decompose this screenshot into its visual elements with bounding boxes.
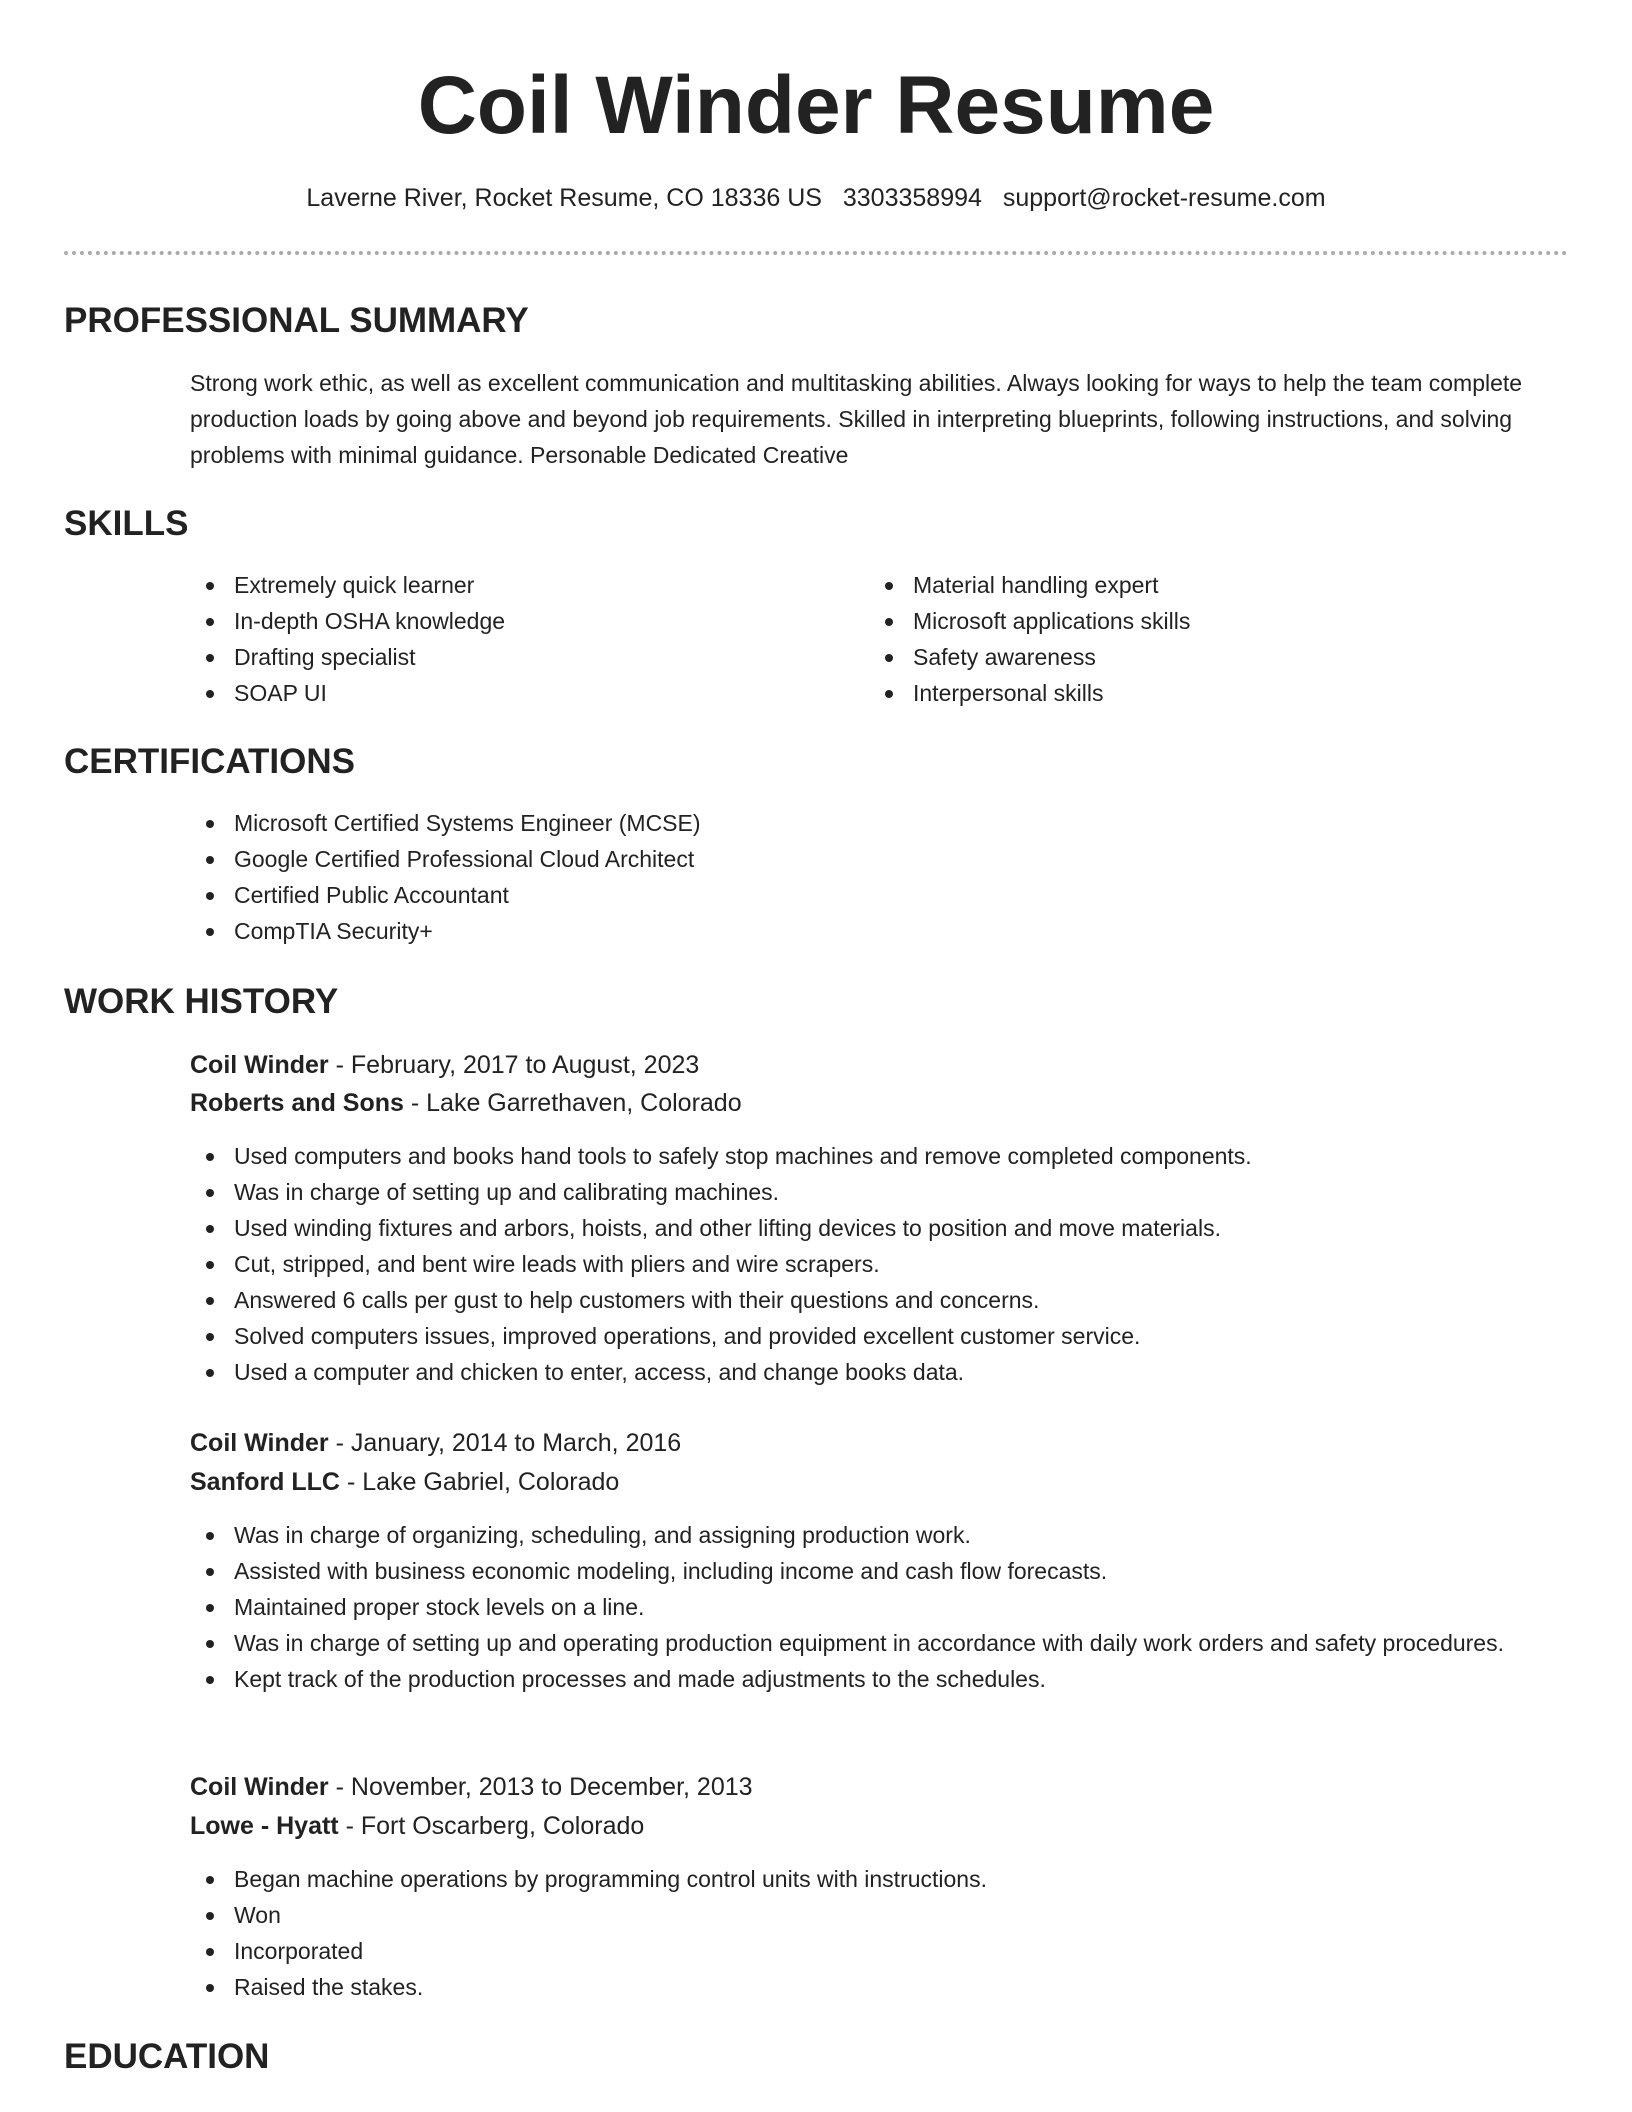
list-item: Won [190,1897,1550,1933]
list-item: Assisted with business economic modeling, including income and cash flow forecasts. [190,1553,1550,1589]
list-item: Kept track of the production processes and made adjustments to the schedules. [190,1661,1550,1697]
list-item: Google Certified Professional Cloud Architect [190,841,1490,877]
list-item: Certified Public Accountant [190,877,1490,913]
skills-list-right [869,567,1529,711]
summary-text: Strong work ethic, as well as excellent communication and multitasking abilities. Always looking for ways to help the team complete production loads by going above and beyond job requirements. Skilled in interpreting blueprints, following instructions, and solving problems with minimal guidance. Personable Dedicated Creative [190,370,1523,468]
job-title-line [190,1768,1570,1806]
job-location: - Fort Oscarberg, Colorado [338,1812,645,1840]
section-title-summary: PROFESSIONAL SUMMARY [64,301,529,340]
list-item: Was in charge of setting up and calibrating machines. [190,1174,1550,1210]
job-bullets [190,1861,1550,2005]
list-item: Maintained proper stock levels on a line. [190,1589,1550,1625]
job-location: - Lake Garrethaven, Colorado [403,1089,742,1117]
list-item: Cut, stripped, and bent wire leads with pliers and wire scrapers. [190,1246,1550,1282]
job-title: Coil Winder [190,1429,329,1457]
contact-phone: 3303358994 [842,184,982,212]
list-item: In-depth OSHA knowledge [190,603,850,639]
list-item: Incorporated [190,1933,1550,1969]
section-title-certifications: CERTIFICATIONS [64,742,356,781]
list-item: Interpersonal skills [869,675,1529,711]
job-dates: - November, 2013 to December, 2013 [328,1773,753,1801]
job-company-line [190,1084,1570,1122]
list-item: Used computers and books hand tools to safely stop machines and remove completed components. [190,1138,1550,1174]
list-item: Safety awareness [869,639,1529,675]
page-title: Coil Winder Resume [417,60,1215,151]
job-location: - Lake Gabriel, Colorado [340,1468,620,1496]
list-item: CompTIA Security+ [190,913,1490,949]
list-item: Raised the stakes. [190,1969,1550,2005]
job-bullets [190,1138,1550,1390]
contact-email: support@rocket-resume.com [1002,184,1326,212]
job-dates: - January, 2014 to March, 2016 [328,1429,682,1457]
section-title-skills: SKILLS [64,504,189,543]
list-item: Drafting specialist [190,639,850,675]
list-item: Extremely quick learner [190,567,850,603]
list-item: Used winding fixtures and arbors, hoists, and other lifting devices to position and move materials. [190,1210,1550,1246]
job-title-line [190,1424,1570,1462]
contact-address: Laverne River, Rocket Resume, CO 18336 US [306,184,822,212]
list-item: Microsoft applications skills [869,603,1529,639]
job-company: Sanford LLC [190,1468,340,1496]
section-title-work-history: WORK HISTORY [64,982,339,1021]
job-company: Lowe - Hyatt [190,1812,339,1840]
certifications-list [190,805,1490,949]
job-title: Coil Winder [190,1773,329,1801]
job-bullets [190,1517,1550,1697]
skills-list-left [190,567,850,711]
list-item: Was in charge of organizing, scheduling, and assigning production work. [190,1517,1550,1553]
list-item: Was in charge of setting up and operating production equipment in accordance with daily work orders and safety procedures. [190,1625,1550,1661]
list-item: Material handling expert [869,567,1529,603]
header-divider [64,251,1568,255]
job-company: Roberts and Sons [190,1089,404,1117]
list-item: SOAP UI [190,675,850,711]
list-item: Used a computer and chicken to enter, access, and change books data. [190,1354,1550,1390]
job-company-line [190,1463,1570,1501]
section-title-education: EDUCATION [64,2037,270,2076]
list-item: Began machine operations by programming control units with instructions. [190,1861,1550,1897]
list-item: Answered 6 calls per gust to help customers with their questions and concerns. [190,1282,1550,1318]
job-dates: - February, 2017 to August, 2023 [328,1051,700,1079]
list-item: Microsoft Certified Systems Engineer (MCSE) [190,805,1490,841]
job-company-line [190,1807,1570,1845]
list-item: Solved computers issues, improved operations, and provided excellent customer service. [190,1318,1550,1354]
contact-line [64,180,1568,216]
job-title: Coil Winder [190,1051,329,1079]
job-title-line [190,1046,1570,1084]
